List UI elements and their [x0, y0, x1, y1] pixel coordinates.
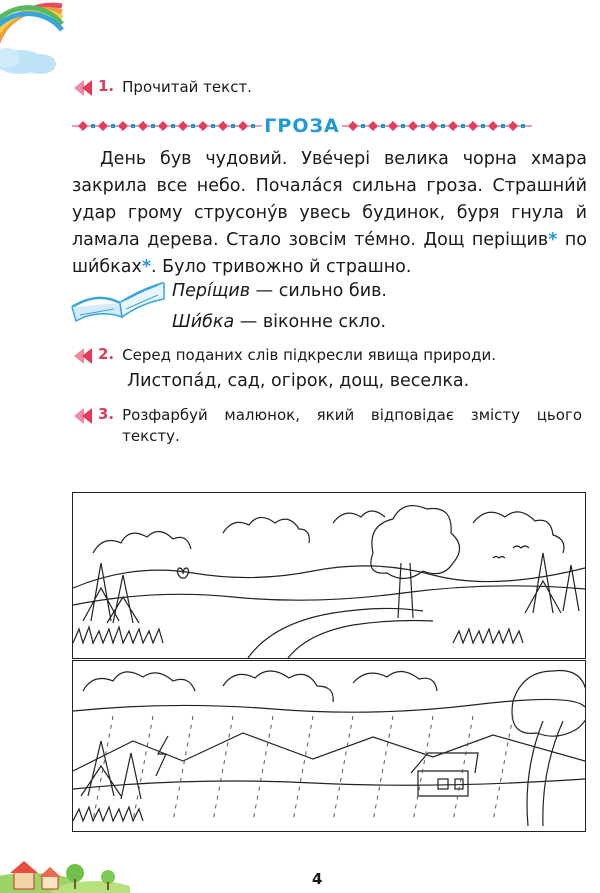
task-3 [72, 405, 582, 447]
page-number: 4 [312, 870, 323, 888]
book-icon [68, 277, 168, 325]
story-part: День був чудовий. Уве́чері велика чорна хмара закрила все небо. Почала́ся сильна гроза. Страшни́й удар грому струсону́в увесь будинок, буря гнула й ламала дерева. Стало зовсім те́мно. Дощ періщив [72, 149, 587, 250]
glossary-definition: — віконне скло. [234, 312, 387, 332]
glossary [172, 276, 387, 338]
glossary-item [172, 307, 387, 338]
task-number: 3. [98, 405, 115, 423]
story-part: . Було тривожно й страшно. [151, 257, 412, 277]
glossary-term: Пері́щив [172, 281, 251, 301]
task-marker-icon [72, 406, 98, 426]
coloring-picture-sunny[interactable] [72, 492, 586, 659]
task-1 [72, 77, 252, 98]
task-marker-icon [72, 346, 98, 366]
task-instruction: Серед поданих слів підкресли явища природи. [122, 346, 496, 364]
village-icon [0, 843, 130, 893]
task-instruction: Розфарбуй малюнок, який відповідає змісту цього тексту. [122, 406, 582, 445]
glossary-term: Ши́бка [172, 312, 235, 332]
footnote-asterisk: * [548, 230, 558, 250]
story-text [72, 146, 587, 281]
task-number: 2. [98, 345, 115, 363]
story-part: по ши́бках [72, 230, 587, 277]
footnote-asterisk: * [141, 257, 151, 277]
task-2 [72, 345, 496, 366]
sunny-landscape-drawing [73, 493, 585, 658]
glossary-item [172, 276, 387, 307]
word-list[interactable]: Листопа́д, сад, огірок, дощ, веселка. [127, 371, 470, 391]
glossary-definition: — сильно бив. [250, 281, 387, 301]
task-instruction: Прочитай текст. [122, 78, 252, 96]
story-title-row [72, 113, 532, 139]
storm-landscape-drawing [73, 661, 585, 831]
coloring-picture-storm[interactable] [72, 660, 586, 832]
task-number: 1. [98, 77, 115, 95]
rainbow-icon [0, 0, 70, 75]
story-title: ГРОЗА [264, 115, 340, 137]
ornament-icon [342, 119, 532, 133]
ornament-icon [72, 119, 262, 133]
task-marker-icon [72, 78, 98, 98]
